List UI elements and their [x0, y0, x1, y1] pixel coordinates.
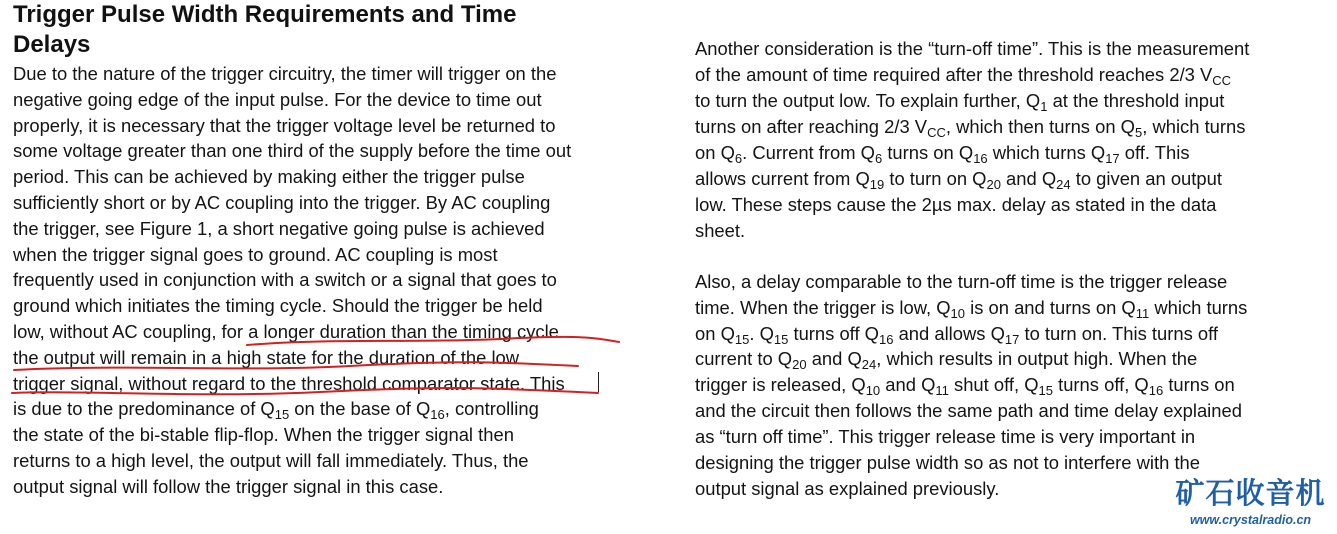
text-line — [13, 138, 571, 164]
text-line — [13, 113, 555, 139]
text-line — [13, 87, 542, 113]
text-line — [13, 345, 519, 371]
text-run: on Q — [695, 142, 735, 163]
text-run: returns to a high level, the output will fall immediately. Thus, the — [13, 450, 529, 471]
text-line — [13, 371, 565, 397]
text-line — [13, 216, 545, 242]
text-run: some voltage greater than one third of the supply before the time out — [13, 140, 572, 162]
subscript: 17 — [1004, 332, 1020, 347]
text-line — [13, 61, 556, 87]
text-run: trigger signal, without regard to the threshold comparator state. This — [13, 372, 565, 394]
watermark-url: www.crystalradio.cn — [1189, 513, 1312, 527]
section-heading — [13, 0, 613, 60]
subscript: 24 — [1056, 177, 1071, 192]
text-line — [695, 372, 1235, 398]
text-run: and Q — [806, 348, 862, 369]
heading-line-2: Delays — [13, 31, 91, 58]
text-run: at the threshold input — [1047, 90, 1225, 111]
subscript: 10 — [865, 383, 881, 398]
text-line — [695, 269, 1227, 295]
text-line — [13, 396, 539, 422]
subscript: CC — [1212, 73, 1232, 88]
subscript: 16 — [973, 151, 988, 166]
watermark-chinese-text: 矿石收音机 — [1175, 476, 1326, 510]
text-run: negative going edge of the input pulse. For the device to time out — [13, 88, 542, 110]
text-run: , which results in output high. When the — [876, 348, 1198, 369]
text-run: is due to the predominance of Q — [13, 398, 275, 420]
text-run: Another consideration is the “turn-off time”. This is the measurement — [695, 38, 1250, 59]
text-line — [695, 114, 1245, 140]
text-run: period. This can be achieved by making either the trigger pulse — [13, 166, 525, 188]
text-run: . Q — [749, 323, 774, 344]
text-line — [13, 242, 498, 268]
text-line — [13, 474, 443, 500]
text-run: time. When the trigger is low, Q — [695, 297, 951, 318]
text-run: to turn the output low. To explain further, Q — [695, 90, 1041, 111]
text-line — [695, 36, 1249, 62]
text-line — [695, 450, 1200, 476]
text-run: , which then turns on Q — [945, 116, 1135, 137]
subscript: 24 — [861, 357, 877, 372]
subscript: 19 — [869, 177, 885, 192]
subscript: 10 — [950, 306, 965, 321]
text-run: Also, a delay comparable to the turn-off time is the trigger release — [695, 271, 1228, 292]
text-run: and allows Q — [893, 323, 1005, 344]
text-line — [695, 295, 1247, 321]
subscript: 16 — [1148, 383, 1164, 398]
text-run: on the base of Q — [289, 398, 431, 420]
text-run: which turns Q — [987, 142, 1106, 163]
subscript: 15 — [274, 407, 290, 423]
text-run: current to Q — [695, 348, 793, 369]
text-line — [695, 476, 999, 502]
subscript: 17 — [1105, 151, 1120, 166]
text-line — [695, 166, 1222, 192]
text-run: as “turn off time”. This trigger release time is very important in — [695, 426, 1196, 447]
subscript: 6 — [734, 151, 743, 166]
text-run: ground which initiates the timing cycle. Should the trigger be held — [13, 295, 543, 317]
text-run: turns on after reaching 2/3 V — [695, 116, 928, 137]
text-run: to turn on Q — [884, 168, 987, 189]
text-line — [695, 192, 1216, 218]
subscript: 1 — [1040, 99, 1048, 114]
text-run: turns off Q — [788, 323, 879, 344]
text-run: output signal as explained previously. — [695, 478, 1000, 499]
text-run: , which turns — [1142, 116, 1246, 137]
text-line — [695, 218, 745, 244]
text-run: trigger is released, Q — [695, 374, 866, 395]
text-run: shut off, Q — [948, 374, 1039, 395]
text-run: output signal will follow the trigger signal in this case. — [13, 475, 444, 497]
text-line — [695, 398, 1242, 424]
subscript: 15 — [773, 332, 789, 347]
text-run: the trigger, see Figure 1, a short negative going pulse is achieved — [13, 217, 545, 239]
text-run: and Q — [880, 374, 936, 395]
subscript: 20 — [792, 357, 807, 372]
text-run: to turn on. This turns off — [1019, 323, 1219, 344]
subscript: 5 — [1134, 125, 1143, 140]
text-line — [13, 422, 514, 448]
text-run: designing the trigger pulse width so as not to interfere with the — [695, 452, 1201, 473]
text-run: . Current from Q — [742, 142, 875, 163]
text-line — [13, 267, 557, 293]
text-line — [695, 346, 1197, 372]
text-run: to given an output — [1070, 168, 1222, 189]
text-run: when the trigger signal goes to ground. AC coupling is most — [13, 243, 498, 265]
heading-line-1: Trigger Pulse Width Requirements and Time — [13, 1, 517, 28]
text-run: low. These steps cause the 2µs max. delay as stated in the data — [695, 194, 1217, 215]
subscript: 20 — [986, 177, 1001, 192]
text-run: low, without AC coupling, for a longer duration than the timing cycle — [13, 321, 559, 342]
text-run: properly, it is necessary that the trigger voltage level be returned to — [13, 114, 556, 136]
text-line — [695, 62, 1231, 88]
subscript: 11 — [1135, 306, 1150, 321]
text-line — [13, 293, 543, 319]
watermark-logo — [1168, 476, 1333, 527]
text-run: the output will remain in a high state for the duration of the low — [13, 346, 520, 368]
subscript: 6 — [874, 151, 883, 166]
text-run: sufficiently short or by AC coupling into the trigger. By AC coupling — [13, 192, 551, 213]
text-line — [13, 190, 550, 216]
text-line — [13, 319, 559, 345]
text-line — [695, 321, 1218, 347]
subscript: 15 — [734, 332, 750, 347]
text-run: turns off, Q — [1052, 374, 1149, 395]
subscript: CC — [927, 125, 946, 140]
subscript: 16 — [878, 332, 894, 347]
subscript: 15 — [1038, 383, 1053, 398]
text-run: allows current from Q — [695, 168, 870, 189]
text-run: is on and turns on Q — [965, 297, 1136, 318]
text-run: frequently used in conjunction with a switch or a signal that goes to — [13, 269, 557, 291]
text-run: of the amount of time required after the threshold reaches 2/3 V — [695, 64, 1213, 85]
text-run: which turns — [1149, 297, 1248, 318]
text-line — [695, 140, 1190, 166]
text-run: Due to the nature of the trigger circuitry, the timer will trigger on the — [13, 63, 557, 84]
text-run: , controlling — [444, 398, 539, 420]
text-run: off. This — [1119, 142, 1190, 163]
text-run: and the circuit then follows the same path and time delay explained — [695, 400, 1242, 421]
subscript: 11 — [935, 383, 949, 398]
text-run: turns on Q — [882, 142, 974, 163]
text-cursor — [598, 372, 599, 392]
subscript: 16 — [430, 407, 445, 423]
text-line — [695, 424, 1195, 450]
text-line — [695, 88, 1224, 114]
text-line — [13, 448, 529, 474]
text-line — [13, 164, 525, 190]
text-run: the state of the bi-stable flip-flop. When the trigger signal then — [13, 424, 514, 446]
text-run: turns on — [1163, 374, 1235, 395]
text-run: sheet. — [695, 220, 746, 241]
text-run: on Q — [695, 323, 735, 344]
text-run: and Q — [1000, 168, 1057, 189]
